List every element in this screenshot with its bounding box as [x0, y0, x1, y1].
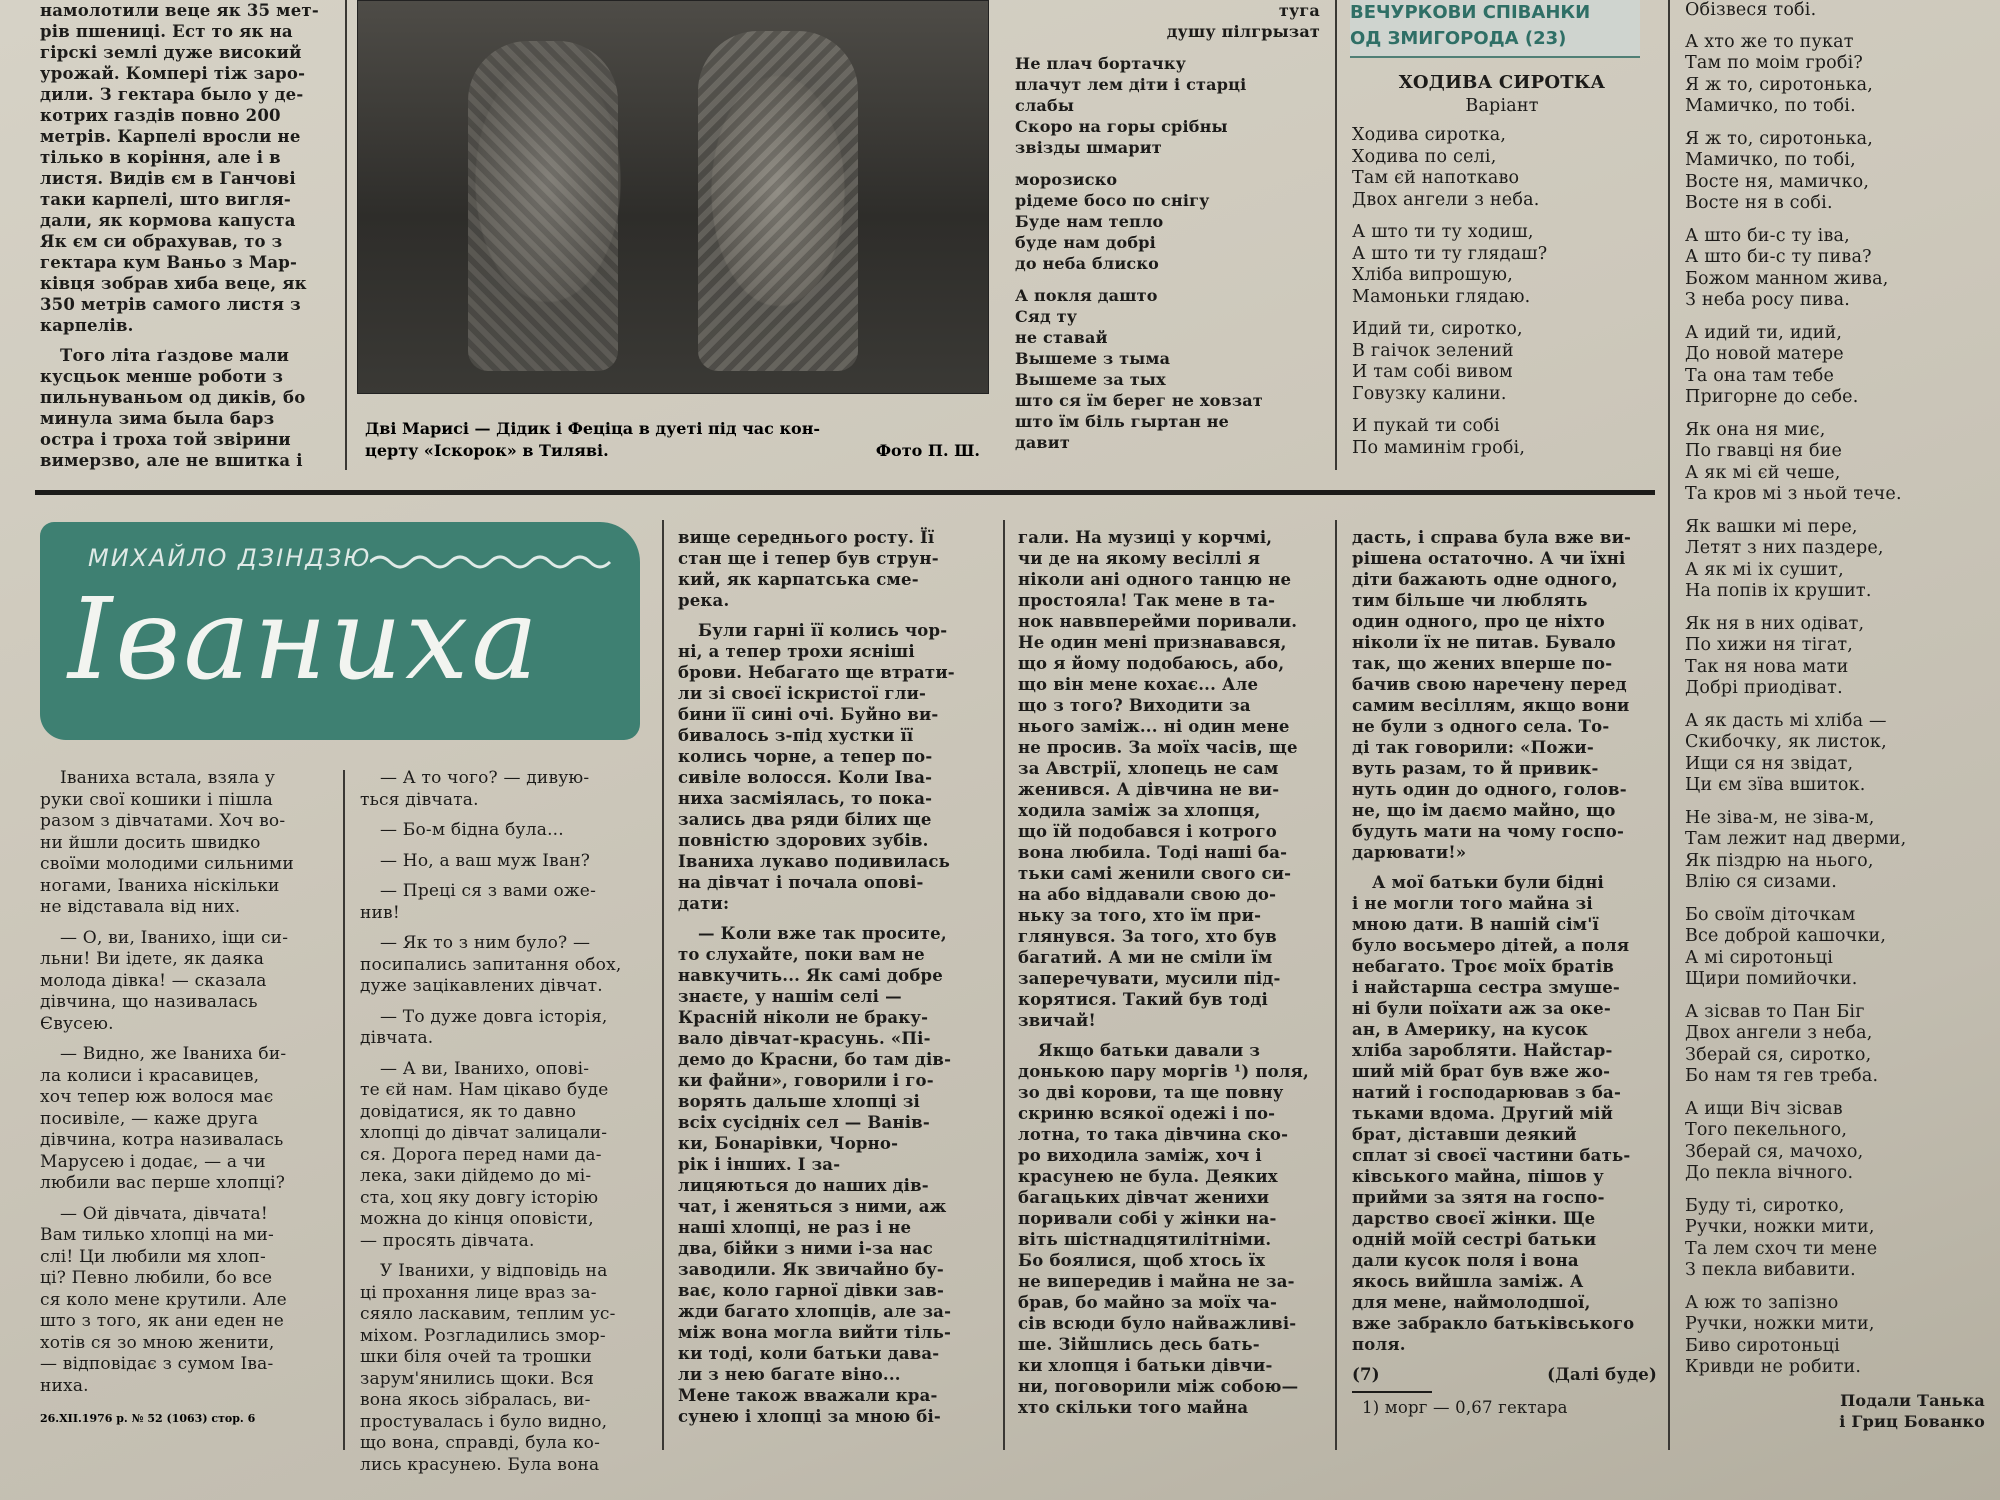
- photo-figure-left: [468, 41, 618, 371]
- song-stanza: А ищи Віч зісвав Того пекельного, Зберай ся, мачохо, До пекла вічного.: [1685, 1098, 1864, 1183]
- column-divider: [1335, 520, 1337, 1450]
- column-divider: [1003, 520, 1005, 1450]
- column-divider: [345, 0, 347, 470]
- paragraph: дасть, і справа була вже ви- рішена остаточно. А чи їхні діти бажають одне одного, тим більше чи люблять один одного, про це ніхто ніколи їх не питав. Бувало так, що жених вперше по- бачив свою наречену перед самим весіллям, якщо вони не були з одного села. То- ді так говорили: «Пожи- вуть разам, то й привик- нуть один до одного, голов- не, що ім даємо майно, що будуть мати на чому госпо- дарювати!»: [1352, 528, 1632, 862]
- paragraph: гали. На музиці у корчмі, чи де на якому весіллі я ніколи ані одного танцю не простояла! Так мене в та- нок наввперейми поривали. Не один мені признавався, що я йому подобаюсь, або, що він мене кохає... Але що з того? Виходити за нього заміж... ні один мене не просив. За моїх часів, ще за Австрії, хлопець не сам женився. А дівчина не ви- ходила заміж за хлопця, що їй подобався і котрого вона любила. Тоді наші ба- тьки самі женили свого си- на або віддавали свою до- ньку за того, хто їм при- глянувся. За того, хто був багатий. А ми не сміли їм заперечувати, мусили під- корятися. Такий був тоді звичай!: [1018, 528, 1298, 1030]
- continued-note: (Далі буде): [1547, 1365, 1657, 1384]
- photo-two-singers: [357, 0, 989, 394]
- paragraph: намолотили веце як 35 мет- рів пшениці. Ест то як на гірскі землі дуже високий урожай. Компері тіж заро- дили. З гектара было у де- котрих газдів повно 200 метрів. Карпелі вросли не тілько в коріння, але і в листя. Видів єм в Ганчові таки карпелі, што вигля- дали, як кормова капуста Як єм си обрахував, то з гектара кум Ваньо з Мар- ківця зобрав хиба веце, як 350 метрів самого листя з карпелів.: [40, 1, 319, 335]
- paragraph: — Но, а ваш муж Іван?: [380, 850, 591, 871]
- song-column: [1352, 72, 1652, 470]
- song-stanza: Не зіва-м, не зіва-м, Там лежит над дверми, Як піздрю на нього, Влію ся сизами.: [1685, 807, 1907, 892]
- paragraph: — Як то з ним було? — посипались запитання обох, дуже зацікавлених дівчат.: [360, 933, 622, 996]
- column-divider: [1335, 0, 1337, 470]
- poem-top: туга душу пілгрызат: [1166, 1, 1320, 41]
- song-section-heading: [1350, 0, 1640, 58]
- column-divider: [1668, 0, 1670, 1450]
- song-stanza: А хто же то пукат Там по моім гробі? Я ж то, сиротонька, Мамичко, по тобі.: [1685, 31, 1874, 116]
- column-divider: [662, 520, 664, 1450]
- song-stanza: Бо своїм діточкам Все доброй кашочки, А мі сиротоньці Щири помийочки.: [1685, 904, 1887, 989]
- paragraph: А мої батьки були бідні і не могли того майна зі мною дати. В нашій сім'ї було восьмеро дітей, а поля небагато. Троє моїх братів і найстарша сестра змуше- ні були поїхати аж за оке- ан, в Америку, на кусок хліба заробляти. Найстар- ший мій брат був вже жо- натий і господарював з ба- тьками вдома. Другий мій брат, діставши деякий сплат зі своєї частини бать- ківського майна, пішов у прийми за зятя на госпо- дарство своєї жінки. Ще одній моїй сестрі батьки дали кусок поля і вона якось вийшла заміж. А для мене, наймолодшої, вже забракло батьківського поля.: [1352, 873, 1635, 1354]
- paragraph: У Іванихи, у відповідь на ці прохання лице враз за- сяяло ласкавим, теплим ус- міхом. Розгладились змор- шки біля очей та трошки зарум'янились щоки. Вся вона якось зібралась, ви- простувалась і було видно, що вона, справді, була ко- лись красунею. Була вона: [360, 1261, 616, 1475]
- song-stanza: Як ня в них одіват, По хижи ня тігат, Так ня нова мати Добрі приодіват.: [1685, 613, 1865, 698]
- paragraph: — Ой дівчата, дівчата! Вам тилько хлопці на ми- слі! Ци любили мя хлоп- ці? Певно любили, бо все ся коло мене крутили. Але што з того, як ани еден не хотів ся зо мною женити, — відповідає з сумом Іва- ниха.: [40, 1203, 287, 1396]
- song-title: ХОДИВА СИРОТКА: [1398, 72, 1606, 93]
- paragraph: вище середнього росту. Її стан ще і тепер був струн- кий, як карпатська сме- река.: [678, 528, 939, 610]
- paragraph: Були гарні її колись чор- ні, а тепер трохи ясніші брови. Небагато ще втрати- ли зі своєї іскристої гли- бини її сині очі. Буйно ви- бивалось з-під хустки її колись чорне, а тепер по- сивіле волосся. Коли Іва- ниха засміялась, то пока- зались два ряди білих ще повністю здорових зубів. Іваниха лукаво подивилась на дівчат і почала опові- дати:: [678, 621, 955, 913]
- page-footer: 26.XII.1976 р. № 52 (1063) стор. 6: [40, 1412, 256, 1425]
- song-stanza: А идий ти, идий, До новой матере Та она там тебе Пригорне до себе.: [1685, 322, 1859, 407]
- song-stanza: А што ти ту ходиш, А што ти ту глядаш? Хліба випрошую, Мамоньки глядаю.: [1352, 222, 1548, 307]
- poem-stanza: морозиско pідеме босо по снігу Буде нам тепло буде нам добрі до неба блиско: [1015, 170, 1210, 273]
- decorative-wave: [370, 552, 620, 572]
- story-column-1: [40, 768, 325, 1406]
- paragraph: — О, ви, Іванихо, іщи си- льни! Ви ідете, як даяка молода дівка! — сказала дівчина, що називалась Євусею.: [40, 927, 289, 1034]
- poem-stanza: Не плач бортачку плачут лем діти і старці слабы Скоро на горы срібны звізды шмарит: [1015, 54, 1247, 157]
- caption-text: Дві Марисі — Дідик і Феціца в дуеті під час кон- церту «Іскорок» в Тиляві.: [365, 419, 821, 460]
- paragraph: Того літа ґаздове мали кусцьок менше роботи з пильнуваньом од диків, бо минула зима была барз остра і троха той звірини вимерзво, але не вшитка і: [40, 346, 306, 470]
- story-column-4: [1018, 527, 1323, 1427]
- paragraph: — Коли вже так просите, то слухайте, поки вам не навкучить... Як самі добре знаєте, у нашім селі — Красній ніколи не браку- вало дівчат-красунь. «Пі- демо до Красни, бо там дів- ки файни», говорили і го- ворять дальше хлопці зі всіх сусідніх сел — Ванів- ки, Бонарівки, Чорно- рік і інших. І за- лицяються до наших дів- чат, і женяться з ними, аж наші хлопці, не раз і не два, бійки з ними і-за нас заводили. Як звичайно бу- ває, коло гарної дівки зав- жди багато хлопців, але за- між вона могла вийти тіль- ки тоді, коли батьки дава- ли з нею багате віно... Мене також вважали кра- сунею і хлопці за мною бі-: [678, 924, 952, 1426]
- paragraph: — Видно, же Іваниха би- ла колиси і красавицев, хоч тепер юж волося має посивіле, — каже друга дівчина, котра називалась Марусею і додає, — а чи любили вас перше хлопці?: [40, 1044, 287, 1193]
- story-title: Іваниха: [68, 575, 542, 705]
- footnote: 1) морг — 0,67 гектара: [1362, 1398, 1568, 1417]
- song-stanza: Ходива сиротка, Ходива по селі, Там єй напоткаво Двох ангели з неба.: [1352, 125, 1540, 210]
- story-title-block: [40, 522, 640, 740]
- song-stanza: Буду ті, сиротко, Ручки, ножки мити, Та лем схоч ти мене З пекла вибавити.: [1685, 1195, 1878, 1280]
- story-column-3: [678, 527, 988, 1436]
- photo-credit: Фото П. Ш.: [875, 441, 980, 460]
- story-column-5: [1352, 527, 1657, 1418]
- song-stanza: Як вашки мі пере, Летят з них паздере, А як мі іх сушит, На попів іх крушит.: [1685, 516, 1884, 601]
- song-continuation: [1685, 0, 1985, 1433]
- song-stanza: А што би-с ту іва, А што би-с ту пива? Божом манном жива, З неба росу пива.: [1685, 225, 1889, 310]
- article-top-left: [40, 0, 330, 480]
- paragraph: — То дуже довга історія, дівчата.: [360, 1006, 608, 1048]
- song-stanza: А юж то запізно Ручки, ножки мити, Биво сиротоньці Кривди не робити.: [1685, 1292, 1875, 1377]
- paragraph: Якщо батьки давали з донькою пару моргів ¹) поля, зо дві корови, та ще повну скриню всякої одежі і по- лотна, то така дівчина ско- ро виходила заміж, хоч і красунею не була. Деяких багацьких дівчат женихи поривали собі у жінки на- віть шістнадцятилітніми. Бо боялися, щоб хтось їх не випередив і майна не за- брав, бо майно за моїх ча- сів всюди було найважливі- ше. Зійшлись десь бать- ки хлопця і батьки дівчи- ни, поговорили між собою— хто скільки того майна: [1018, 1041, 1309, 1417]
- song-stanza: Як она ня миє, По гвавці ня бие А як мі єй чеше, Та кров мі з ньой тече.: [1685, 419, 1902, 504]
- paragraph: — А ви, Іванихо, опові- те єй нам. Нам цікаво буде довідатися, як то давно хлопці до дівчат залицали- ся. Дорога перед нами да- лека, заки дійдемо до мі- ста, хоц яку довгу історію можна до кінця оповісти, — просять дівчата.: [360, 1058, 609, 1251]
- story-end-line: [1352, 1364, 1657, 1385]
- song-stanza: Обізвеся тобі.: [1685, 0, 1817, 20]
- song-credit: Подали Танька і Гриц Бованко: [1839, 1390, 1985, 1431]
- song-heading-text: ВЕЧУРКОВИ СПІВАНКИ ОД ЗМИГОРОДА (23): [1350, 2, 1591, 49]
- song-stanza: А зісвав то Пан Біг Двох ангели з неба, Зберай ся, сиротко, Бо нам тя гев треба.: [1685, 1001, 1879, 1086]
- song-stanza: Идий ти, сиротко, В гаічок зелений И там собі вивом Говузку калини.: [1352, 319, 1523, 404]
- photo-figure-right: [698, 31, 858, 371]
- footnote-rule: [1352, 1391, 1432, 1393]
- song-stanza: И пукай ти собі По маминім гробі,: [1352, 416, 1526, 458]
- photo-caption: [365, 418, 980, 462]
- song-variant: Варіант: [1465, 95, 1539, 116]
- paragraph: — Бо-м бідна була...: [380, 820, 564, 840]
- installment-number: (7): [1352, 1365, 1380, 1384]
- poem-column: [1015, 0, 1320, 464]
- story-column-2: [360, 768, 645, 1485]
- song-stanza: А як дасть мі хліба — Скибочку, як листок, Ищи ся ня звідат, Ци єм зїва вшиток.: [1685, 710, 1887, 795]
- paragraph: — А то чого? — дивую- ться дівчата.: [360, 768, 590, 810]
- poem-stanza: А покля дашто Сяд ту не ставай Вышеме з тыма Вышеме за тых што ся їм берег не ховзат што їм біль гыртан не давит: [1015, 286, 1263, 452]
- paragraph: — Преці ся з вами оже- нив!: [360, 881, 597, 923]
- story-author: МИХАЙЛО ДЗІНДЗЮ: [88, 544, 372, 572]
- paragraph: Іваниха встала, взяла у руки свої кошики і пішла разом з дівчатами. Хоч во- ни йшли досить швидко своїми молодими сильними ногами, Іваниха ніскільки не відставала від них.: [40, 768, 294, 917]
- column-divider: [343, 770, 345, 1450]
- section-divider-rule: [35, 490, 1655, 495]
- song-stanza: Я ж то, сиротонька, Мамичко, по тобі, Восте ня, мамичко, Восте ня в собі.: [1685, 128, 1874, 213]
